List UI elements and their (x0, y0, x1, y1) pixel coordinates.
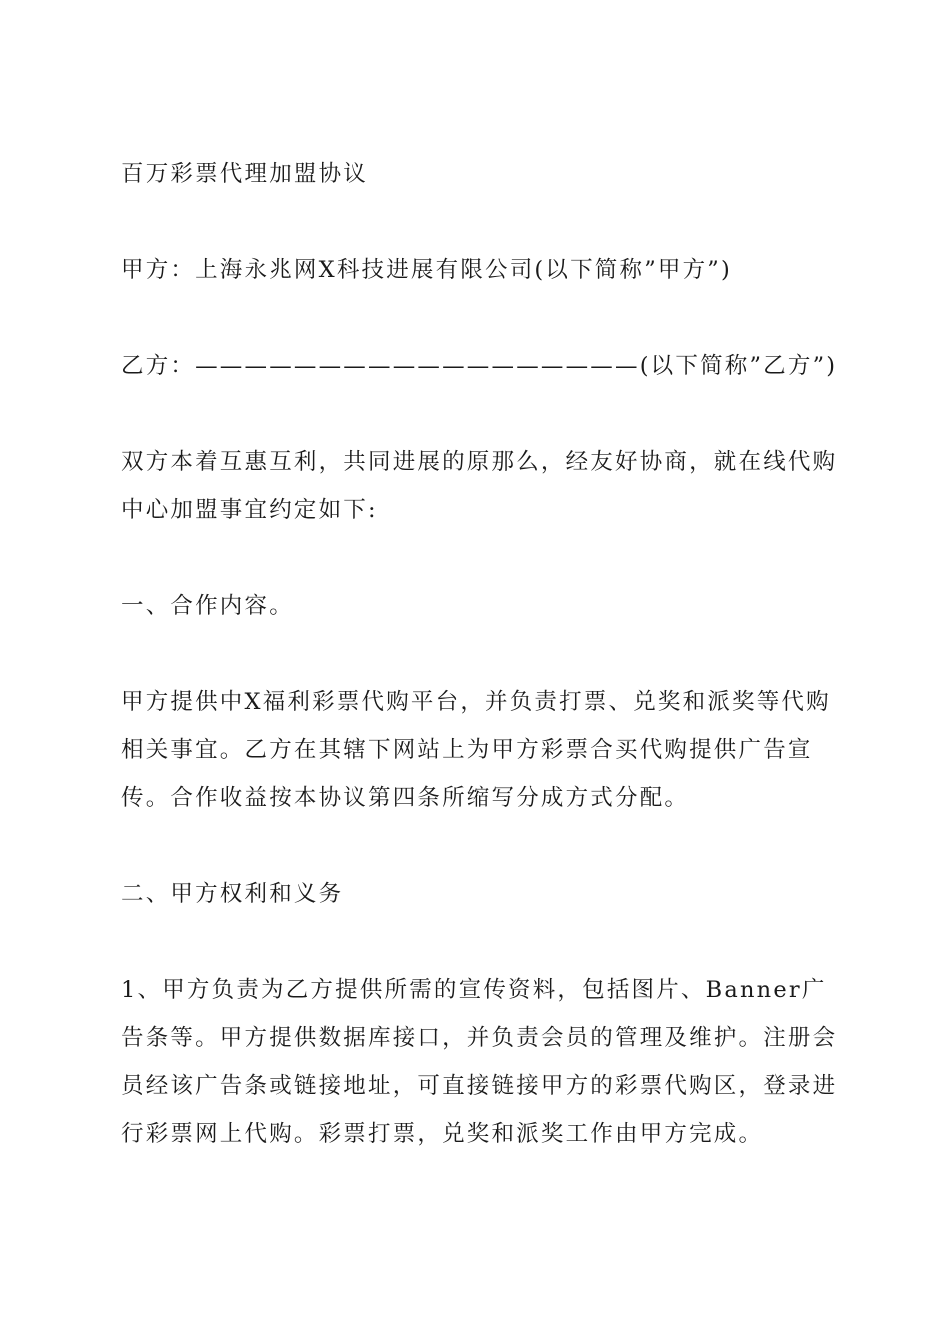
section-2-heading: 二、甲方权利和义务 (121, 881, 344, 907)
section-1-heading: 一、合作内容。 (121, 593, 294, 619)
section-2-item-1: 1、甲方负责为乙方提供所需的宣传资料，包括图片、Banner广告条等。甲方提供数据库接口，并负责会员的管理及维护。注册会员经该广告条或链接地址，可直接链接甲方的彩票代购区，登录进行彩票网上代购。彩票打票，兑奖和派奖工作由甲方完成。 (121, 977, 838, 1147)
document-body (121, 150, 841, 1158)
section-1-body: 甲方提供中X福利彩票代购平台，并负责打票、兑奖和派奖等代购相关事宜。乙方在其辖下网站上为甲方彩票合买代购提供广告宣传。合作收益按本协议第四条所缩写分成方式分配。 (121, 689, 831, 811)
intro-paragraph: 双方本着互惠互利，共同进展的原那么，经友好协商，就在线代购中心加盟事宜约定如下: (121, 449, 838, 523)
party-a-line: 甲方：上海永兆网X科技进展有限公司(以下简称”甲方”) (121, 257, 732, 283)
party-b-line: 乙方：——————————————————(以下简称”乙方”) (121, 353, 838, 379)
document-title: 百万彩票代理加盟协议 (121, 161, 369, 187)
